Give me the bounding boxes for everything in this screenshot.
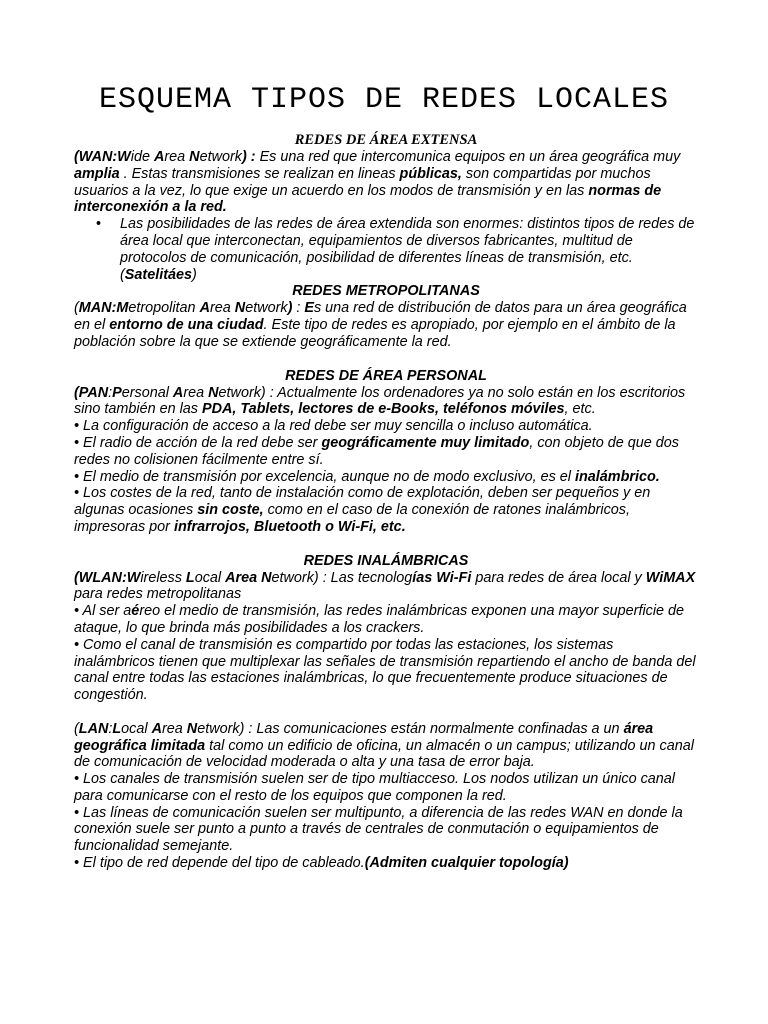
text-run: ( [74, 300, 79, 317]
bold-text-run: inalámbrico. [575, 468, 660, 485]
paragraph-lan-channels [74, 771, 698, 805]
bold-text-run: (PAN [74, 384, 109, 401]
bold-text-run: A [199, 300, 210, 317]
text-run: , etc. [564, 401, 596, 418]
bold-text-run: P [112, 384, 122, 401]
bold-text-run: entorno de una ciudad [109, 317, 264, 334]
bold-text-run: é [131, 603, 140, 620]
bold-text-run: E [304, 300, 314, 317]
bold-text-run: ) : [241, 149, 260, 165]
paragraph-wlan-attack [74, 603, 698, 637]
text-run: : [108, 384, 113, 401]
paragraph-pan-definition [74, 385, 698, 419]
heading-pan: REDES DE ÁREA PERSONAL [285, 367, 487, 384]
bold-text-run: N [186, 720, 198, 737]
text-run: ocal [121, 720, 152, 737]
list-item [74, 216, 698, 283]
text-run: • El tipo de red depende del tipo de cableado. [74, 855, 365, 872]
bold-text-run: LAN [78, 720, 109, 737]
paragraph-pan-medium [74, 469, 698, 486]
text-run: . Este tipo de redes es apropiado, por ejemplo en el ámbito de la población sobre la que se extiende geográficamente la red. [74, 317, 676, 350]
text-run: ( [74, 720, 79, 737]
paragraph-pan-costs [74, 485, 698, 535]
text-run: • Los canales de transmisión suelen ser de tipo multiacceso. Los nodos utilizan un único canal para comunicarse con el resto de los equipos que componen la red. [74, 771, 675, 804]
bullet-icon: • [96, 216, 102, 233]
bold-text-run: (Admiten cualquier topología) [364, 855, 569, 872]
paragraph-wan-definition [74, 149, 698, 216]
document-body [74, 132, 698, 872]
text-run: para redes de área local y [471, 569, 646, 586]
text-run: ide [130, 149, 154, 165]
paragraph-wlan-definition [74, 570, 698, 604]
bold-text-run: WiMAX [645, 569, 696, 586]
bold-text-run: infrarrojos, Bluetooth o Wi-Fi, etc. [173, 518, 406, 535]
text-run: . Estas transmisiones se realizan en lineas [119, 165, 400, 182]
bold-text-run: Satelitáes [124, 266, 192, 283]
text-run: • El medio de transmisión por excelencia, aunque no de modo exclusivo, es el [74, 468, 575, 485]
text-run: etwork) : Actualmente los ordenadores ya no solo están en los escritorios sino también en las [74, 384, 686, 418]
text-run: como en el caso de la conexión de ratones inalámbricos, impresoras por [74, 502, 630, 535]
text-run: rea [183, 384, 209, 401]
bold-text-run: N [189, 149, 200, 165]
text-run: ocal [194, 569, 226, 586]
bold-text-run: sin coste, [197, 502, 264, 519]
text-run: • La configuración de acceso a la red debe ser muy sencilla o incluso automática. [74, 418, 593, 435]
bold-text-run: L [112, 720, 122, 737]
paragraph-pan-radius [74, 435, 698, 469]
text-run: rea [161, 720, 187, 737]
text-run: etwork [199, 149, 242, 165]
wan-bullet-list [74, 216, 698, 283]
bold-text-run: públicas, [399, 165, 462, 182]
bold-text-run: normas de interconexión a la red. [74, 182, 662, 216]
bold-text-run: Area N [225, 569, 272, 586]
text-run: tal como un edificio de oficina, un almacén o un campus; utilizando un canal de comunicación de velocidad moderada o alta y una tasa de error baja. [74, 737, 694, 771]
bold-text-run: (WAN:W [74, 149, 131, 165]
text-run: Es una red que intercomunica equipos en un área geográfica muy [259, 149, 681, 165]
paragraph-lan-topology [74, 855, 698, 872]
text-run: etwork [245, 300, 288, 317]
bold-text-run: A [151, 720, 162, 737]
paragraph-wlan-channel [74, 637, 698, 704]
bold-text-run: PDA, Tablets, lectores de e-Books, teléfonos móviles [202, 401, 565, 418]
bold-text-run: ) [287, 300, 293, 317]
paragraph-man-definition [74, 300, 698, 350]
text-run: • El radio de acción de la red debe ser [74, 434, 322, 451]
text-run: etropolitan [128, 300, 200, 317]
text-run: : [108, 720, 113, 737]
text-run: Las posibilidades de las redes de área extendida son enormes: distintos tipos de redes de área local que interconectan, equipamientos de diversos fabricantes, multitud de protocolos de comunicación, posibilidad de diferentes líneas de transmisión, etc.( [120, 216, 695, 283]
bold-text-run: A [172, 384, 184, 401]
paragraph-lan-lines [74, 805, 698, 855]
bold-text-run: A [153, 149, 165, 165]
bold-text-run: (WLAN:W [74, 569, 141, 586]
text-run: etwork) : Las tecnolog [271, 569, 413, 586]
text-run: , con objeto de que dos redes no colisionen fácilmente entre sí. [74, 434, 679, 468]
text-run: reo el medio de transmisión, las redes inalámbricas exponen una mayor superficie de ataque, lo que brinda más posibilidades a los crackers. [74, 603, 685, 636]
bold-text-run: L [185, 569, 195, 586]
bold-text-run: N [208, 384, 219, 401]
text-run: ) [192, 266, 197, 283]
bold-text-run: MAN:M [78, 300, 129, 317]
text-run: s una red de distribución de datos para un área geográfica en el [74, 300, 687, 334]
wan-bullet-text [120, 216, 694, 282]
text-run: • Como el canal de transmisión es compartido por todas las estaciones, los sistemas inalámbricos tienen que multiplexar las señales de transmisión repartiendo el ancho de banda del canal entre todas las estaciones inalámbricas, lo que frecuentemente produce situaciones de congestión. [74, 636, 696, 704]
text-run: son compartidas por muchos usuarios a la vez, lo que exige un acuerdo en los modos de transmisión y en las [74, 165, 651, 199]
text-run: para redes metropolitanas [74, 586, 242, 603]
text-run: • Los costes de la red, tanto de instalación como de explotación, deben ser pequeños y en algunas ocasiones [74, 485, 651, 519]
text-run: • Las líneas de comunicación suelen ser multipunto, a diferencia de las redes WAN en donde la conexión suele ser punto a punto a través de centrales de conmutación o equipamientos de funcionalidad semejante. [74, 804, 683, 855]
bold-text-run: N [234, 300, 246, 317]
heading-wlan: REDES INALÁMBRICAS [303, 552, 469, 569]
text-run: rea [164, 149, 190, 165]
text-run: ersonal [121, 384, 173, 401]
document-title: ESQUEMA TIPOS DE REDES LOCALES [98, 83, 670, 117]
text-run: ireless [140, 569, 186, 586]
text-run: : [292, 300, 305, 317]
paragraph-lan-definition [74, 721, 698, 771]
heading-wan: REDES DE ÁREA EXTENSA [294, 132, 478, 148]
bold-text-run: amplia [74, 165, 120, 182]
text-run: rea [209, 300, 235, 317]
heading-man: REDES METROPOLITANAS [292, 283, 480, 300]
bold-text-run: geográficamente muy limitado [321, 434, 530, 451]
text-run: • Al ser a [74, 603, 132, 620]
bold-text-run: ías Wi-Fi [412, 569, 472, 586]
text-run: etwork) : Las comunicaciones están normalmente confinadas a un [197, 720, 624, 737]
bold-text-run: área geográfica limitada [74, 720, 654, 754]
paragraph-pan-config [74, 418, 698, 435]
